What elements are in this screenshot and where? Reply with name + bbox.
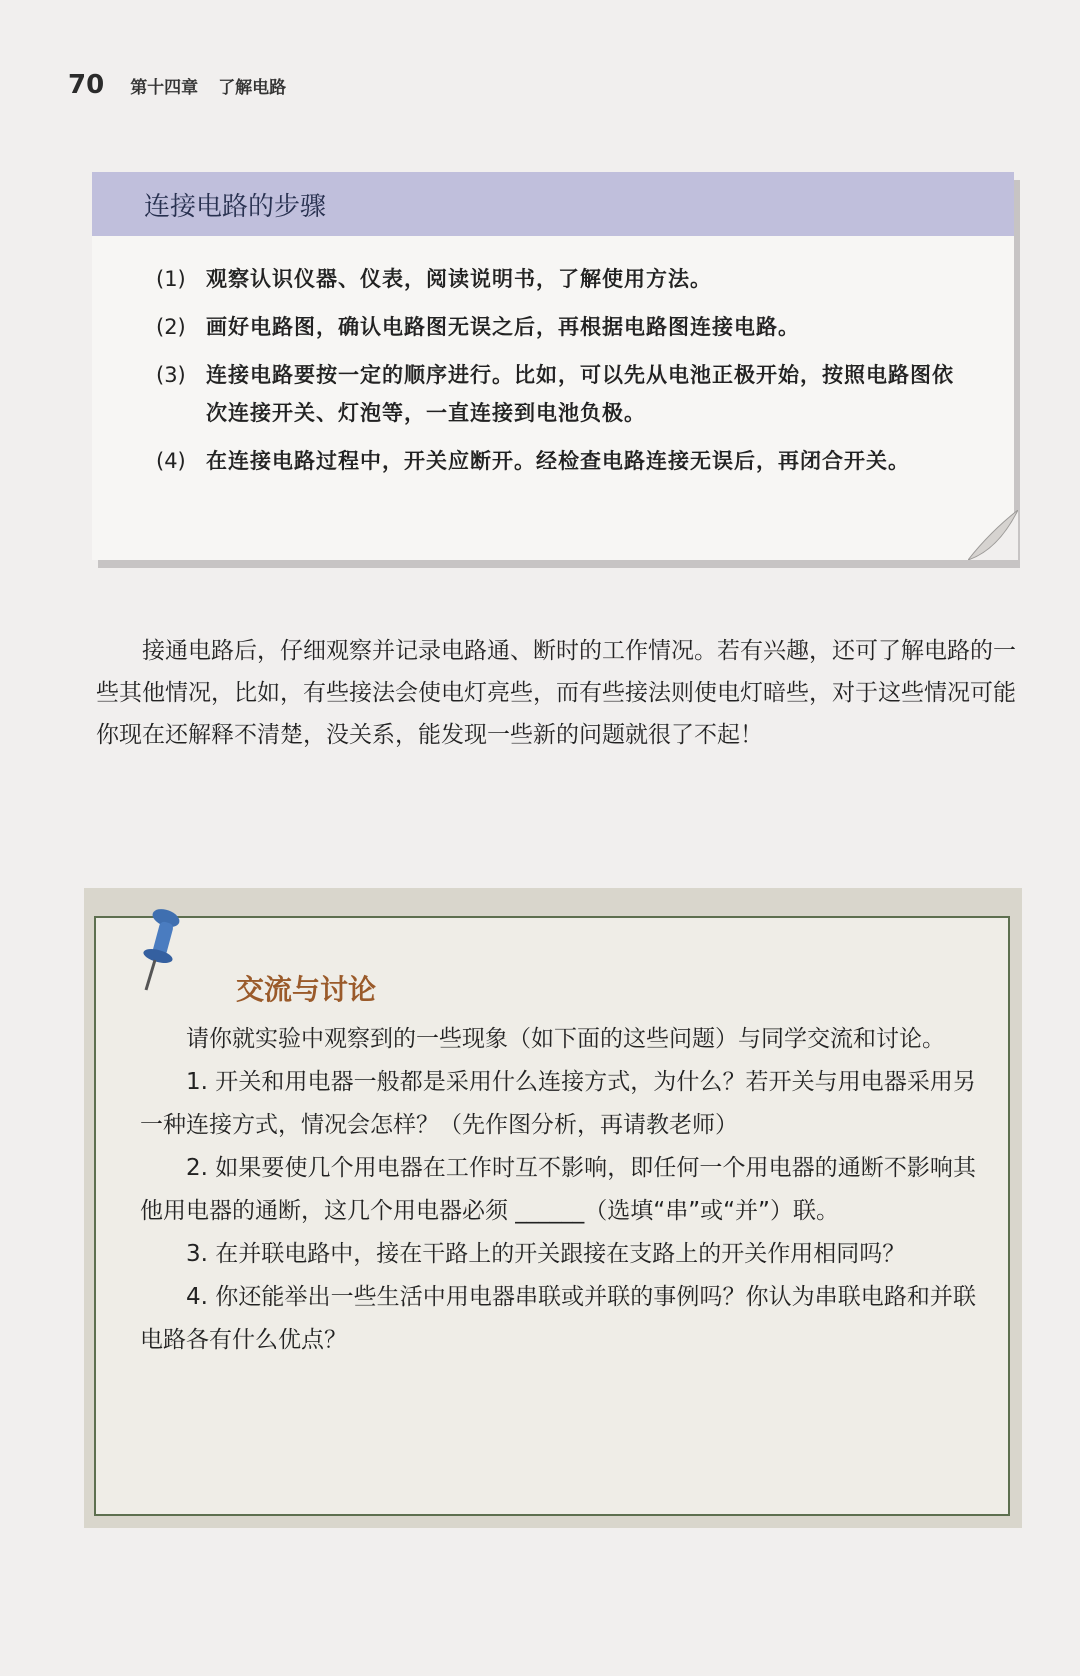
steps-title: 连接电路的步骤 [144,191,327,222]
step-text: 观察认识仪器、仪表，阅读说明书，了解使用方法。 [206,266,712,291]
step-text: 连接电路要按一定的顺序进行。比如，可以先从电池正极开始，按照电路图依次连接开关、灯泡等，一直连接到电池负极。 [206,362,954,425]
discussion-question: 4. 你还能举出一些生活中用电器串联或并联的事例吗？你认为串联电路和并联电路各有什么优点？ [140,1284,976,1353]
discussion-body [140,1018,976,1362]
step-item [156,308,956,346]
page-header [68,70,286,100]
discussion-box [94,916,1010,1516]
body-paragraph: 接通电路后，仔细观察并记录电路通、断时的工作情况。若有兴趣，还可了解电路的一些其他情况，比如，有些接法会使电灯亮些，而有些接法则使电灯暗些，对于这些情况可能你现在还解释不清楚，没关系，能发现一些新的问题就很了不起！ [96,638,1016,748]
discussion-title: 交流与讨论 [236,973,377,1006]
steps-list [92,236,1014,480]
step-text: 画好电路图，确认电路图无误之后，再根据电路图连接电路。 [206,314,800,339]
discussion-question: 2. 如果要使几个用电器在工作时互不影响，即任何一个用电器的通断不影响其他用电器的通断，这几个用电器必须 ______（选填“串”或“并”）联。 [140,1155,976,1224]
pushpin-icon [128,904,188,994]
discussion-question: 3. 在并联电路中，接在干路上的开关跟接在支路上的开关作用相同吗？ [186,1241,906,1267]
step-number: (1) [156,267,186,291]
step-item [156,442,956,480]
step-item [156,260,956,298]
page-number: 70 [68,70,105,100]
chapter-title: 第十四章 [130,78,199,98]
step-text: 在连接电路过程中，开关应断开。经检查电路连接无误后，再闭合开关。 [206,448,910,473]
discussion-intro: 请你就实验中观察到的一些现象（如下面的这些问题）与同学交流和讨论。 [186,1026,945,1052]
discussion-question: 1. 开关和用电器一般都是采用什么连接方式，为什么？若开关与用电器采用另一种连接方式，情况会怎样？（先作图分析，再请教老师） [140,1069,976,1138]
steps-title-bar [92,172,1014,236]
step-item [156,356,956,432]
chapter-topic: 了解电路 [218,78,287,98]
steps-box [92,172,1014,560]
page-curl-icon [968,510,1018,560]
step-number: (3) [156,363,186,387]
step-number: (4) [156,449,186,473]
step-number: (2) [156,315,186,339]
